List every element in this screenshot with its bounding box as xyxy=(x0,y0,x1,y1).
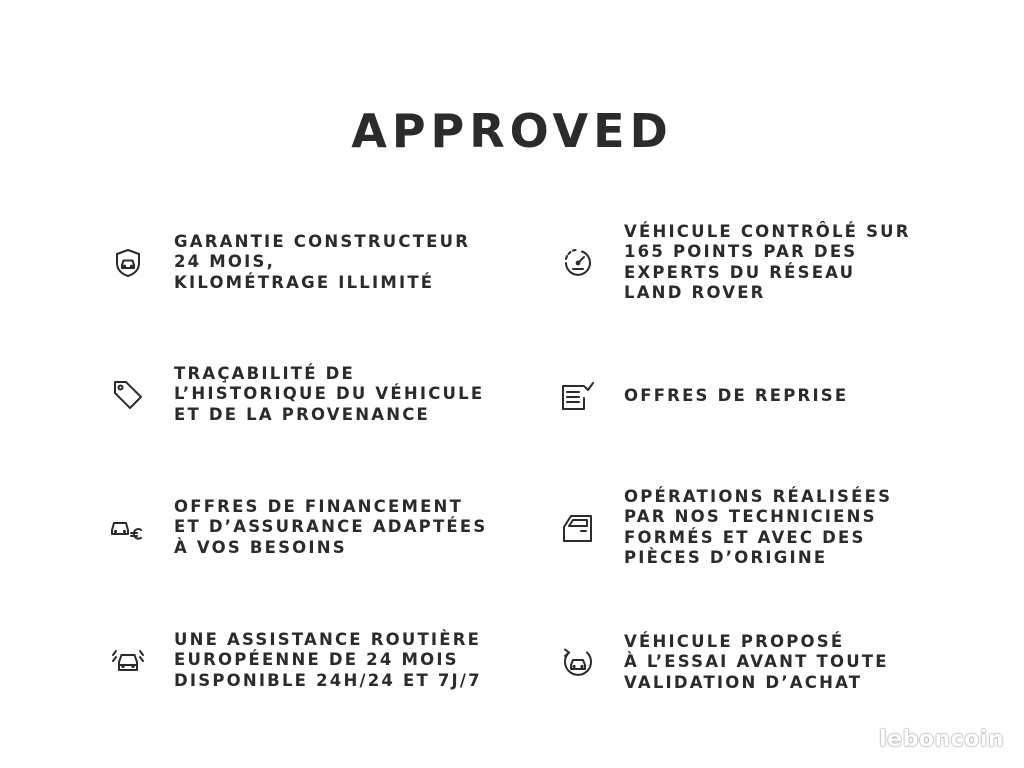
feature-financing-text xyxy=(174,497,487,558)
watermark-logo: leboncoin xyxy=(879,727,1004,752)
feature-inspection xyxy=(560,222,911,304)
feature-line: PIÈCES D’ORIGINE xyxy=(624,548,828,568)
test-drive-icon xyxy=(560,645,596,681)
feature-line: TRAÇABILITÉ DE xyxy=(174,364,356,383)
feature-line: OFFRES DE REPRISE xyxy=(624,385,849,405)
feature-testdrive xyxy=(560,632,889,693)
page-title: APPROVED xyxy=(351,104,673,158)
feature-traceability-text xyxy=(174,364,484,425)
feature-line: 165 POINTS PAR DES xyxy=(624,242,858,262)
feature-operations-text xyxy=(624,487,892,569)
feature-line: ET D’ASSURANCE ADAPTÉES xyxy=(174,517,488,537)
feature-line: VÉHICULE CONTRÔLÉ SUR xyxy=(624,222,911,241)
feature-line: OFFRES DE FINANCEMENT xyxy=(174,497,464,516)
feature-line: À L’ESSAI AVANT TOUTE xyxy=(624,652,889,672)
feature-line: VÉHICULE PROPOSÉ xyxy=(624,632,845,651)
feature-assistance-text xyxy=(174,630,482,691)
feature-traceability xyxy=(110,364,484,425)
feature-testdrive-text xyxy=(624,632,889,693)
feature-line: VALIDATION D’ACHAT xyxy=(624,672,863,692)
feature-line: GARANTIE CONSTRUCTEUR xyxy=(174,232,471,251)
car-euro-icon xyxy=(110,510,146,546)
feature-line: À VOS BESOINS xyxy=(174,537,347,557)
feature-tradein xyxy=(560,378,848,414)
speedometer-icon xyxy=(560,245,596,281)
feature-inspection-text xyxy=(624,222,911,304)
feature-line: FORMÉS ET AVEC DES xyxy=(624,527,866,547)
feature-line: OPÉRATIONS RÉALISÉES xyxy=(624,487,893,506)
feature-line: ET DE LA PROVENANCE xyxy=(174,404,431,424)
roadside-car-icon xyxy=(110,643,146,679)
price-tag-icon xyxy=(110,377,146,413)
feature-tradein-text xyxy=(624,386,848,406)
feature-line: 24 MOIS, xyxy=(174,252,276,272)
feature-line: EUROPÉENNE DE 24 MOIS xyxy=(174,650,459,670)
car-door-icon xyxy=(560,510,596,546)
feature-assistance xyxy=(110,630,482,691)
feature-operations xyxy=(560,487,892,569)
feature-warranty-text xyxy=(174,232,470,293)
feature-line: EXPERTS DU RÉSEAU xyxy=(624,262,856,282)
feature-line: PAR NOS TECHNICIENS xyxy=(624,507,877,527)
feature-line: UNE ASSISTANCE ROUTIÈRE xyxy=(174,630,482,649)
feature-line: KILOMÉTRAGE ILLIMITÉ xyxy=(174,272,435,292)
feature-line: LAND ROVER xyxy=(624,283,766,303)
feature-financing xyxy=(110,497,487,558)
feature-warranty xyxy=(110,232,470,293)
checklist-icon xyxy=(560,378,596,414)
feature-line: L’HISTORIQUE DU VÉHICULE xyxy=(174,384,485,404)
shield-car-icon xyxy=(110,245,146,281)
feature-line: DISPONIBLE 24H/24 ET 7J/7 xyxy=(174,670,482,690)
